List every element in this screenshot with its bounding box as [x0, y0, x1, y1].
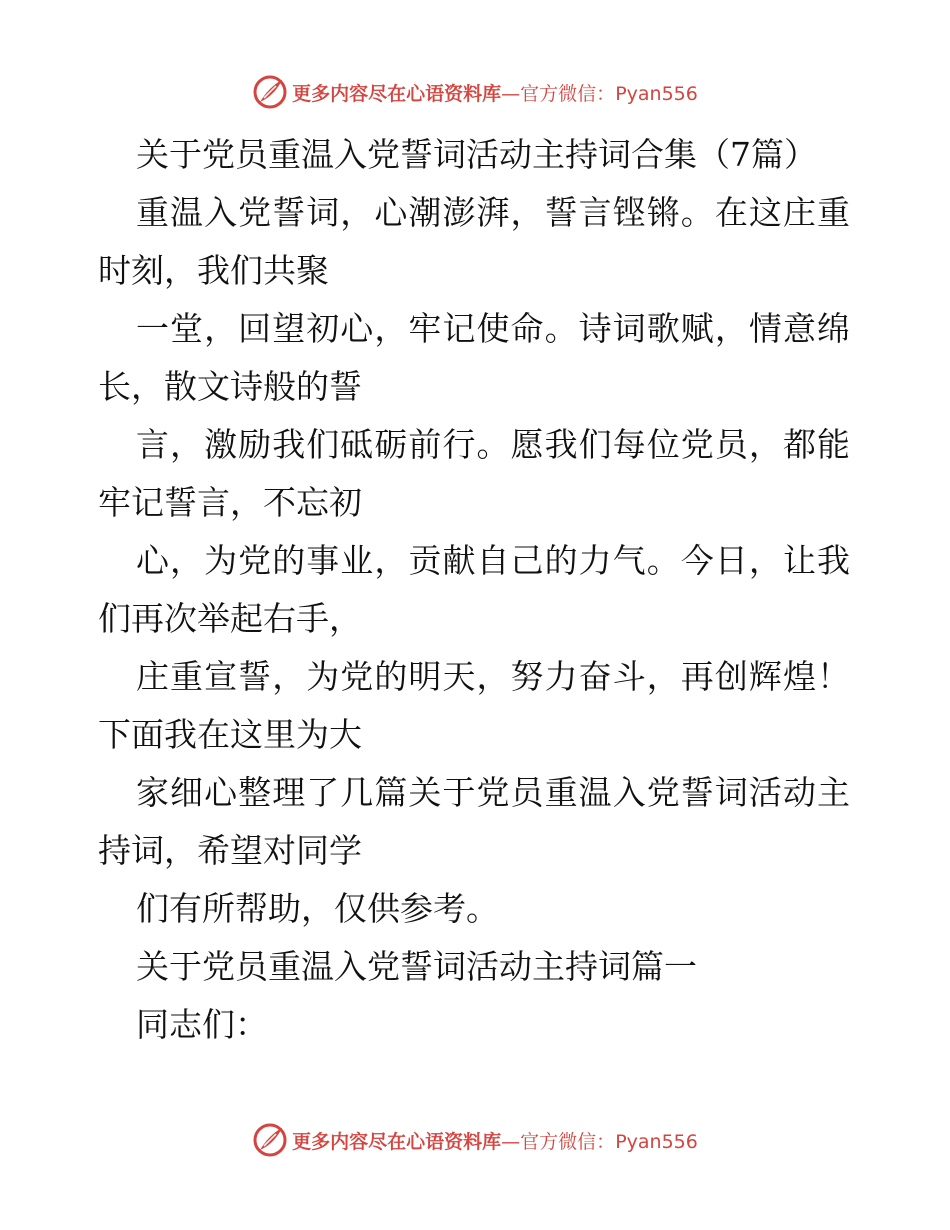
- paragraph-line: 长，散文诗般的誓: [98, 367, 362, 406]
- salutation: 同志们：: [136, 1005, 268, 1044]
- paragraph-line: 下面我在这里为大: [98, 715, 362, 754]
- document-body: [98, 126, 850, 1054]
- banner-dash: —: [501, 1130, 521, 1153]
- paragraph-line: 们有所帮助，仅供参考。: [136, 889, 499, 928]
- banner-dash: —: [501, 82, 521, 105]
- banner-text: [292, 1127, 698, 1154]
- paragraph-line: 时刻，我们共聚: [98, 251, 329, 290]
- document-title: 关于党员重温入党誓词活动主持词合集（7篇）: [136, 135, 817, 174]
- header-banner: [0, 72, 950, 112]
- feather-logo-icon: [252, 1122, 288, 1158]
- paragraph-line: 一堂，回望初心，牢记使命。诗词歌赋，情意绵: [136, 309, 850, 348]
- paragraph-line: 心，为党的事业，贡献自己的力气。今日，让我: [136, 541, 850, 580]
- paragraph-line: 持词，希望对同学: [98, 831, 362, 870]
- paragraph-line: 牢记誓言，不忘初: [98, 483, 362, 522]
- banner-wechat-id: Pyan556: [615, 82, 698, 105]
- banner-lead: 更多内容尽在心语资料库: [292, 82, 502, 105]
- banner-lead: 更多内容尽在心语资料库: [292, 1130, 502, 1153]
- banner-text: [292, 79, 698, 106]
- banner-wechat-id: Pyan556: [615, 1130, 698, 1153]
- paragraph-line: 言，激励我们砥砺前行。愿我们每位党员，都能: [136, 425, 850, 464]
- paragraph-line: 庄重宣誓，为党的明天，努力奋斗，再创辉煌！: [136, 657, 850, 696]
- footer-banner: [0, 1120, 950, 1160]
- paragraph-line: 重温入党誓词，心潮澎湃，誓言铿锵。在这庄重: [136, 193, 850, 232]
- section-heading: 关于党员重温入党誓词活动主持词篇一: [136, 947, 697, 986]
- paragraph-line: 们再次举起右手，: [98, 599, 362, 638]
- feather-logo-icon: [252, 74, 288, 110]
- banner-wechat-label: 官方微信：: [520, 82, 616, 105]
- paragraph-line: 家细心整理了几篇关于党员重温入党誓词活动主: [136, 773, 850, 812]
- banner-wechat-label: 官方微信：: [520, 1130, 616, 1153]
